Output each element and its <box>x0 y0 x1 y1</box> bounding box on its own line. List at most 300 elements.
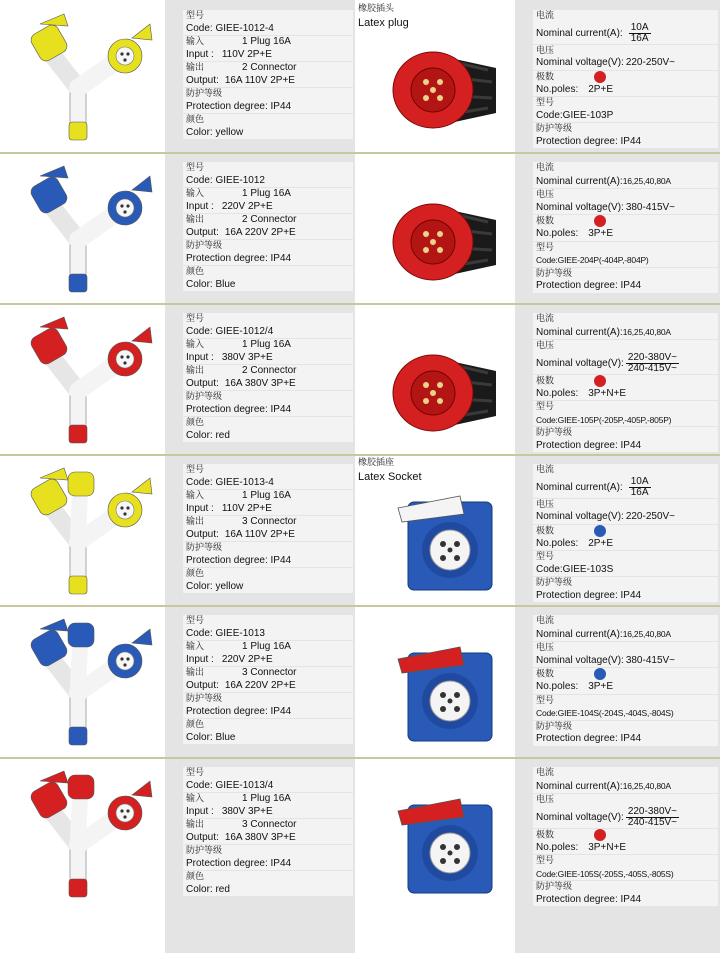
output-connector: 2 Connector <box>242 62 297 73</box>
accessory-code: Code:GIEE-204P(-404P,-804P) <box>536 255 649 266</box>
current-value: 16,25,40,80A <box>622 780 671 791</box>
color-cell <box>183 871 353 896</box>
model-label-cn: 型号 <box>186 616 205 626</box>
output-connector: 2 Connector <box>242 365 297 376</box>
current-value: 10A <box>630 475 649 487</box>
output-value: 16A 220V 2P+E <box>224 679 296 691</box>
poles-value: 3P+N+E <box>588 841 627 853</box>
accessory-specs <box>533 10 718 149</box>
input-cell <box>183 188 353 213</box>
poles-top-line <box>536 829 715 842</box>
voltage-fraction <box>626 807 679 828</box>
poles-label-cn: 极数 <box>536 669 555 680</box>
current-cell <box>533 767 718 793</box>
product-row <box>0 2 720 153</box>
model-code: Code: GIEE-1013 <box>186 627 265 639</box>
voltage-line <box>536 511 715 524</box>
poles-label: No.poles: <box>536 228 579 240</box>
code-label-cn: 型号 <box>536 856 555 867</box>
poles-value: 2P+E <box>588 83 613 95</box>
model-label-cn: 型号 <box>186 768 205 778</box>
accessory-specs <box>533 464 718 603</box>
splitter-image <box>20 464 160 599</box>
section-title-en: Latex plug <box>358 17 409 29</box>
output-cell <box>183 62 353 87</box>
poles-line <box>536 228 715 241</box>
input-line <box>186 503 350 516</box>
product-specs <box>183 615 353 745</box>
input-top-line <box>186 36 350 49</box>
section-title <box>358 2 409 30</box>
input-cell <box>183 641 353 666</box>
voltage-value: 380-415V~ <box>625 654 676 666</box>
current-cell <box>533 10 718 44</box>
voltage-cell <box>533 189 718 214</box>
input-cell <box>183 490 353 515</box>
color-label-cn: 颜色 <box>186 872 205 882</box>
current-label-cn: 电流 <box>536 768 555 778</box>
voltage-label-cn: 电压 <box>536 795 555 805</box>
color-value: Color: yellow <box>186 580 244 592</box>
input-value: 220V 2P+E <box>221 653 273 665</box>
row-divider <box>0 303 720 305</box>
model-label-cn: 型号 <box>186 163 205 173</box>
voltage-value: 220-380V~ <box>627 351 678 363</box>
pole-diagram-icon <box>594 668 606 680</box>
splitter-image <box>20 10 160 145</box>
plug-image <box>388 341 503 441</box>
accessory-protection: Protection degree: IP44 <box>536 733 642 745</box>
current-value: 16,25,40,80A <box>622 326 671 337</box>
voltage-label-cn: 电压 <box>536 643 555 653</box>
protection-degree: Protection degree: IP44 <box>186 100 292 112</box>
current-line <box>536 780 715 794</box>
output-label-cn: 输出 <box>186 215 205 225</box>
output-label: Output: <box>186 377 219 389</box>
row-divider <box>0 454 720 456</box>
input-plug: 1 Plug 16A <box>242 339 291 350</box>
accessory-specs <box>533 767 718 907</box>
poles-cell <box>533 375 718 401</box>
output-label-cn: 输出 <box>186 366 205 376</box>
output-cell <box>183 516 353 541</box>
pole-diagram-icon <box>594 525 606 537</box>
voltage-cell <box>533 794 718 828</box>
output-line <box>186 75 350 88</box>
output-connector: 2 Connector <box>242 214 297 225</box>
poles-label: No.poles: <box>536 841 579 853</box>
voltage-label: Nominal voltage(V): <box>536 511 624 522</box>
voltage-label-cn: 电压 <box>536 45 555 56</box>
input-value: 380V 3P+E <box>221 805 273 817</box>
plug-image <box>388 190 503 290</box>
model-code: Code: GIEE-1012 <box>186 174 265 186</box>
accessory-specs <box>533 162 718 294</box>
color-value: Color: yellow <box>186 126 244 138</box>
poles-cell <box>533 71 718 97</box>
output-label: Output: <box>186 528 219 540</box>
code-cell <box>533 695 718 720</box>
voltage-value-alt: 240-415V~ <box>627 362 678 374</box>
input-plug: 1 Plug 16A <box>242 36 291 47</box>
product-row <box>0 456 720 607</box>
output-connector: 3 Connector <box>242 516 297 527</box>
current-label-cn: 电流 <box>536 11 555 21</box>
voltage-label: Nominal voltage(V): <box>536 811 624 823</box>
product-row <box>0 305 720 456</box>
color-cell <box>183 568 353 593</box>
model-cell <box>183 162 353 187</box>
model-cell <box>183 767 353 792</box>
protection-degree: Protection degree: IP44 <box>186 705 292 717</box>
product-specs <box>183 313 353 443</box>
output-value: 16A 380V 3P+E <box>224 377 296 389</box>
output-line <box>186 529 350 542</box>
output-value: 16A 110V 2P+E <box>224 74 295 86</box>
accessory-code: Code:GIEE-103S <box>536 563 614 575</box>
color-cell <box>183 266 353 291</box>
output-top-line <box>186 365 350 378</box>
code-cell <box>533 551 718 576</box>
current-label-cn: 电流 <box>536 163 555 173</box>
voltage-label: Nominal voltage(V): <box>536 201 624 213</box>
protection-label-cn: 防护等级 <box>186 392 223 402</box>
socket-image <box>388 492 503 592</box>
current-value: 16,25,40,80A <box>622 628 671 639</box>
accessory-specs <box>533 615 718 747</box>
product-specs <box>183 162 353 292</box>
current-cell <box>533 615 718 641</box>
voltage-line <box>536 353 715 374</box>
current-line <box>536 23 715 44</box>
input-label-cn: 输入 <box>186 642 205 652</box>
product-specs <box>183 767 353 897</box>
protection-degree: Protection degree: IP44 <box>186 403 292 415</box>
input-label: Input : <box>186 805 214 817</box>
accessory-code: Code:GIEE-105S(-205S,-405S,-805S) <box>536 868 674 879</box>
code-label-cn: 型号 <box>536 402 555 413</box>
voltage-label-cn: 电压 <box>536 190 555 200</box>
output-cell <box>183 365 353 390</box>
current-label-cn: 电流 <box>536 465 555 475</box>
voltage-cell <box>533 340 718 374</box>
input-line <box>186 654 350 667</box>
output-cell <box>183 214 353 239</box>
poles-line <box>536 84 715 97</box>
current-fraction <box>629 477 651 498</box>
input-label: Input : <box>186 502 214 514</box>
color-value: Color: red <box>186 883 230 895</box>
accessory-protection: Protection degree: IP44 <box>536 135 642 147</box>
poles-label: No.poles: <box>536 681 579 693</box>
output-cell <box>183 819 353 844</box>
current-label: Nominal current(A): <box>536 326 623 338</box>
accessory-protection-label-cn: 防护等级 <box>536 428 573 439</box>
poles-line <box>536 388 715 401</box>
poles-label-cn: 极数 <box>536 830 555 841</box>
voltage-cell <box>533 642 718 667</box>
voltage-value-alt: 240-415V~ <box>627 816 678 828</box>
poles-label-cn: 极数 <box>536 376 555 387</box>
color-value: Color: red <box>186 429 230 441</box>
poles-value: 3P+E <box>588 681 613 693</box>
protection-label-cn: 防护等级 <box>186 543 223 553</box>
accessory-protection-label-cn: 防护等级 <box>536 268 573 279</box>
row-divider <box>0 152 720 154</box>
voltage-line <box>536 655 715 668</box>
current-value-alt: 16A <box>630 486 649 498</box>
input-label-cn: 输入 <box>186 794 205 804</box>
poles-top-line <box>536 525 715 538</box>
pole-diagram-icon <box>594 71 606 83</box>
model-code: Code: GIEE-1012/4 <box>186 325 274 337</box>
voltage-label-cn: 电压 <box>536 341 555 351</box>
input-plug: 1 Plug 16A <box>242 793 291 804</box>
model-label-cn: 型号 <box>186 11 205 21</box>
accessory-protection-label-cn: 防护等级 <box>536 124 573 135</box>
color-label-cn: 颜色 <box>186 720 205 730</box>
output-label-cn: 输出 <box>186 517 205 527</box>
model-code: Code: GIEE-1013-4 <box>186 476 274 488</box>
plug-image <box>388 38 503 138</box>
poles-top-line <box>536 375 715 388</box>
current-label: Nominal current(A): <box>536 628 623 640</box>
poles-top-line <box>536 71 715 84</box>
section-title <box>358 456 422 484</box>
voltage-cell <box>533 45 718 70</box>
model-cell <box>183 10 353 35</box>
socket-image <box>388 643 503 743</box>
accessory-protection: Protection degree: IP44 <box>536 280 642 292</box>
output-line <box>186 680 350 693</box>
current-label-cn: 电流 <box>536 314 555 324</box>
output-label-cn: 输出 <box>186 63 205 73</box>
protection-cell <box>183 391 353 416</box>
input-cell <box>183 36 353 61</box>
output-top-line <box>186 214 350 227</box>
input-label: Input : <box>186 48 214 60</box>
protection-cell <box>183 542 353 567</box>
accessory-code: Code:GIEE-103P <box>536 109 614 121</box>
code-cell <box>533 401 718 426</box>
input-plug: 1 Plug 16A <box>242 188 291 199</box>
input-top-line <box>186 339 350 352</box>
poles-label-cn: 极数 <box>536 216 555 227</box>
poles-label: No.poles: <box>536 387 579 399</box>
splitter-image <box>20 313 160 448</box>
product-row <box>0 759 720 910</box>
input-line <box>186 352 350 365</box>
socket-image <box>388 795 503 895</box>
poles-line <box>536 842 715 855</box>
input-label-cn: 输入 <box>186 340 205 350</box>
protection-cell <box>183 845 353 870</box>
poles-cell <box>533 525 718 551</box>
current-value: 16,25,40,80A <box>622 175 671 186</box>
poles-top-line <box>536 668 715 681</box>
input-line <box>186 201 350 214</box>
code-label-cn: 型号 <box>536 98 555 109</box>
accessory-protection-cell <box>533 881 718 906</box>
current-cell <box>533 162 718 188</box>
current-label-cn: 电流 <box>536 616 555 626</box>
color-cell <box>183 114 353 139</box>
color-cell <box>183 417 353 442</box>
voltage-value: 220-250V~ <box>625 57 676 68</box>
input-line <box>186 806 350 819</box>
color-cell <box>183 719 353 744</box>
output-top-line <box>186 62 350 75</box>
code-label-cn: 型号 <box>536 695 555 706</box>
current-label: Nominal current(A): <box>536 780 623 792</box>
section-title-cn: 橡胶插座 <box>358 458 395 468</box>
protection-cell <box>183 693 353 718</box>
model-code: Code: GIEE-1012-4 <box>186 22 274 34</box>
output-top-line <box>186 819 350 832</box>
input-label-cn: 输入 <box>186 37 205 47</box>
product-row <box>0 607 720 758</box>
accessory-protection-label-cn: 防护等级 <box>536 721 573 732</box>
input-top-line <box>186 793 350 806</box>
color-label-cn: 颜色 <box>186 569 205 579</box>
voltage-line <box>536 807 715 828</box>
accessory-protection: Protection degree: IP44 <box>536 589 642 601</box>
output-value: 16A 110V 2P+E <box>224 528 295 540</box>
voltage-value: 380-415V~ <box>625 201 676 213</box>
color-value: Color: Blue <box>186 731 236 743</box>
color-label-cn: 颜色 <box>186 267 205 277</box>
voltage-label: Nominal voltage(V): <box>536 654 624 666</box>
accessory-specs <box>533 313 718 453</box>
accessory-protection-label-cn: 防护等级 <box>536 882 573 893</box>
output-label-cn: 输出 <box>186 668 205 678</box>
model-label-cn: 型号 <box>186 465 205 475</box>
splitter-image <box>20 767 160 902</box>
protection-cell <box>183 88 353 113</box>
input-plug: 1 Plug 16A <box>242 490 291 501</box>
input-label: Input : <box>186 351 214 363</box>
accessory-code: Code:GIEE-105P(-205P,-405P,-805P) <box>536 414 672 425</box>
poles-label: No.poles: <box>536 83 579 95</box>
input-plug: 1 Plug 16A <box>242 641 291 652</box>
input-value: 110V 2P+E <box>221 502 272 514</box>
input-value: 220V 2P+E <box>221 200 273 212</box>
output-label-cn: 输出 <box>186 820 205 830</box>
input-value: 110V 2P+E <box>221 48 272 60</box>
protection-degree: Protection degree: IP44 <box>186 252 292 264</box>
current-cell <box>533 464 718 498</box>
output-top-line <box>186 667 350 680</box>
current-line <box>536 326 715 340</box>
splitter-image <box>20 162 160 297</box>
model-cell <box>183 615 353 640</box>
color-label-cn: 颜色 <box>186 418 205 428</box>
output-top-line <box>186 516 350 529</box>
protection-label-cn: 防护等级 <box>186 846 223 856</box>
output-cell <box>183 667 353 692</box>
model-cell <box>183 464 353 489</box>
input-label: Input : <box>186 653 214 665</box>
model-label-cn: 型号 <box>186 314 205 324</box>
output-label: Output: <box>186 679 219 691</box>
protection-degree: Protection degree: IP44 <box>186 857 292 869</box>
accessory-protection-label-cn: 防护等级 <box>536 578 573 589</box>
protection-label-cn: 防护等级 <box>186 241 223 251</box>
product-specs <box>183 464 353 594</box>
protection-label-cn: 防护等级 <box>186 89 223 99</box>
poles-value: 3P+E <box>588 228 613 240</box>
code-label-cn: 型号 <box>536 552 555 563</box>
section-title-cn: 橡胶插头 <box>358 4 395 14</box>
current-value: 10A <box>630 21 649 33</box>
output-label: Output: <box>186 831 219 843</box>
output-line <box>186 378 350 391</box>
current-line <box>536 477 715 498</box>
voltage-cell <box>533 499 718 524</box>
current-line <box>536 175 715 189</box>
voltage-label: Nominal voltage(V): <box>536 357 624 369</box>
poles-top-line <box>536 215 715 228</box>
input-top-line <box>186 490 350 503</box>
accessory-protection-cell <box>533 268 718 293</box>
row-divider <box>0 605 720 607</box>
input-line <box>186 49 350 62</box>
poles-cell <box>533 215 718 241</box>
output-label: Output: <box>186 226 219 238</box>
input-cell <box>183 339 353 364</box>
model-cell <box>183 313 353 338</box>
color-value: Color: Blue <box>186 278 236 290</box>
voltage-line <box>536 57 715 70</box>
protection-degree: Protection degree: IP44 <box>186 554 292 566</box>
current-value-alt: 16A <box>630 32 649 44</box>
pole-diagram-icon <box>594 215 606 227</box>
voltage-value: 220-380V~ <box>627 805 678 817</box>
row-divider <box>0 757 720 759</box>
poles-line <box>536 538 715 551</box>
product-row <box>0 154 720 305</box>
input-label-cn: 输入 <box>186 491 205 501</box>
pole-diagram-icon <box>594 375 606 387</box>
poles-line <box>536 681 715 694</box>
accessory-protection-cell <box>533 721 718 746</box>
input-cell <box>183 793 353 818</box>
output-value: 16A 380V 3P+E <box>224 831 296 843</box>
accessory-protection-cell <box>533 123 718 148</box>
code-cell <box>533 242 718 267</box>
voltage-label-cn: 电压 <box>536 499 555 510</box>
code-cell <box>533 97 718 122</box>
poles-value: 3P+N+E <box>588 387 627 399</box>
code-cell <box>533 855 718 880</box>
section-title-en: Latex Socket <box>358 471 422 483</box>
voltage-fraction <box>626 353 679 374</box>
accessory-code: Code:GIEE-104S(-204S,-404S,-804S) <box>536 708 674 719</box>
splitter-image <box>20 615 160 750</box>
current-fraction <box>629 23 651 44</box>
accessory-protection-cell <box>533 577 718 602</box>
product-specs <box>183 10 353 140</box>
voltage-line <box>536 202 715 215</box>
accessory-protection: Protection degree: IP44 <box>536 439 642 451</box>
color-label-cn: 颜色 <box>186 115 205 125</box>
accessory-protection: Protection degree: IP44 <box>536 893 642 905</box>
output-connector: 3 Connector <box>242 819 297 830</box>
output-value: 16A 220V 2P+E <box>224 226 296 238</box>
poles-label: No.poles: <box>536 537 579 549</box>
output-label: Output: <box>186 74 219 86</box>
output-connector: 3 Connector <box>242 667 297 678</box>
